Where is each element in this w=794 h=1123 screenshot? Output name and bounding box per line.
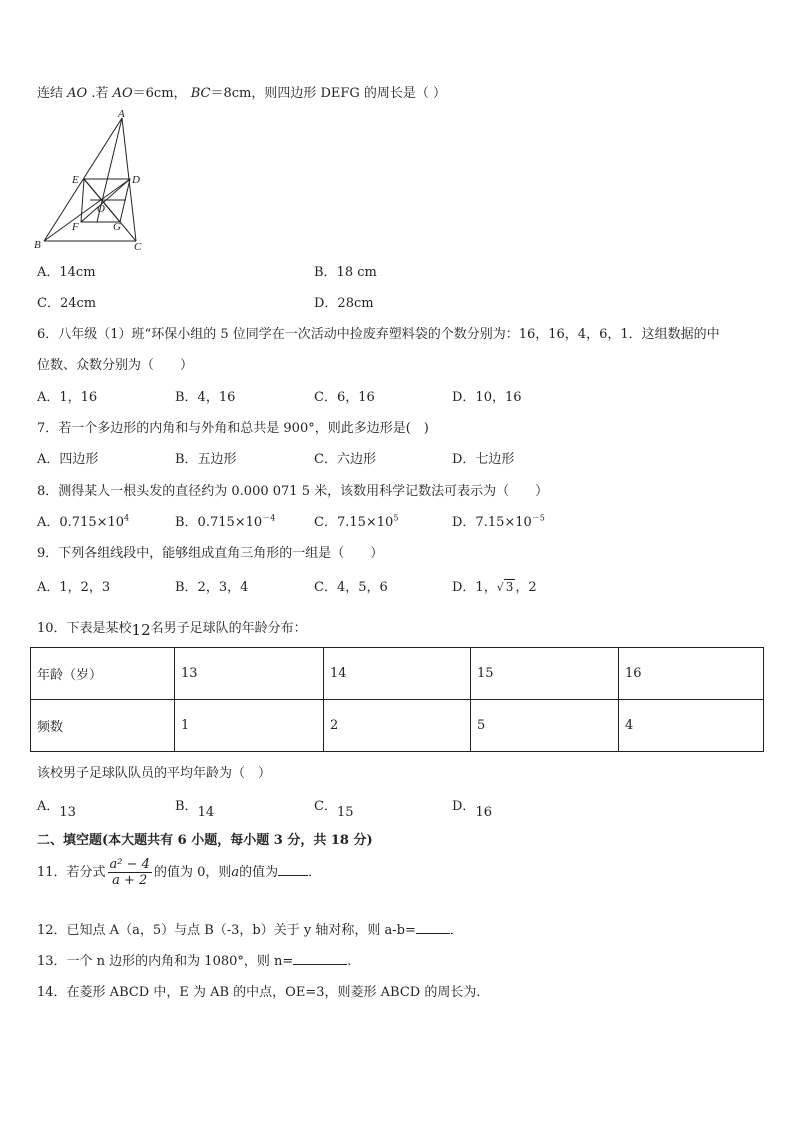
q10-option-a-value: 13	[59, 805, 76, 820]
q5-stem-pre: 连结	[37, 86, 64, 101]
q5-option-a: A．14cm	[37, 265, 96, 280]
q11-fraction	[108, 857, 152, 888]
q13-stem	[37, 950, 351, 969]
table-cell: 1	[175, 700, 324, 752]
q11-numerator: a² − 4	[109, 857, 150, 872]
q9-option-a: A．1，2，3	[37, 580, 111, 595]
q8-option-c-exp: 5	[393, 513, 399, 523]
q5-stem-mid2: ＝6cm，	[132, 86, 187, 101]
table-cell: 5	[471, 700, 619, 752]
q5-option-c: C．24cm	[37, 296, 97, 311]
q5-stem-mid1: .若	[87, 86, 113, 101]
q5-stem-end: ＝8cm，则四边形 DEFG 的周长是（ ）	[210, 86, 447, 101]
q10-stem-post: 名男子足球队的年龄分布：	[150, 621, 307, 636]
q8-option-c	[314, 511, 398, 530]
table-cell: 13	[175, 648, 324, 700]
q6-option-c: C．6，16	[314, 390, 375, 405]
q10-option-a	[37, 795, 76, 820]
q12-end: ．	[449, 923, 463, 938]
q10-stem	[37, 617, 307, 639]
label-f: F	[72, 221, 79, 233]
q6-option-d: D．10，16	[452, 390, 522, 405]
q14-stem: 14．在菱形 ABCD 中，E 为 AB 的中点，OE=3，则菱形 ABCD 的周长为．	[37, 985, 490, 1000]
label-d: D	[132, 174, 140, 186]
q7-option-b: B．五边形	[175, 452, 237, 467]
q13-answer-blank[interactable]	[293, 952, 347, 965]
label-c: C	[134, 241, 142, 250]
q8-stem: 8．测得某人一根头发的直径约为 0.000 071 5 米，该数用科学记数法可表示为（ ）	[37, 484, 549, 499]
q8-option-b	[175, 511, 275, 530]
q10-option-c-value: 15	[336, 805, 354, 820]
q11-denominator: a + 2	[112, 873, 148, 888]
q9-option-d-pre: D．1，	[452, 580, 497, 595]
q9-option-c: C．4，5，6	[314, 580, 388, 595]
label-e: E	[72, 174, 79, 186]
q6-option-a: A．1，16	[37, 390, 98, 405]
q9-option-d-post: ，2	[515, 580, 537, 595]
q9-stem: 9．下列各组线段中，能够组成直角三角形的一组是（ ）	[37, 546, 384, 561]
table-cell: 15	[471, 648, 619, 700]
q6-line1: 6．八年级（1）班“环保小组的 5 位同学在一次活动中捡废弃塑料袋的个数分别为：16，16，4，6，1．这组数据的中	[37, 327, 720, 342]
q13-end: .	[347, 954, 352, 969]
q7-option-d: D．七边形	[452, 452, 515, 467]
q10-stem-pre: 10．下表是某校	[37, 621, 132, 636]
q10-option-b-letter: B．	[175, 799, 198, 814]
q12-text: 12．已知点 A（a，5）与点 B（-3，b）关于 y 轴对称，则 a-b=	[37, 923, 416, 938]
q10-option-b	[175, 795, 215, 820]
q5-option-d: D．28cm	[314, 296, 374, 311]
q9-option-d: D．1，√ 3 ，2	[452, 580, 537, 595]
q7-option-c: C．六边形	[314, 452, 376, 467]
label-o: O	[97, 203, 105, 215]
table-cell: 频数	[31, 700, 175, 752]
q8-option-a-exp: 4	[124, 513, 130, 523]
table-row	[31, 648, 764, 700]
q9-option-b: B．2，3，4	[175, 580, 249, 595]
q7-stem: 7．若一个多边形的内角和与外角和总共是 900°，则此多边形是( )	[37, 421, 429, 436]
q11-var: a	[231, 865, 240, 880]
q10-stem-num: 12	[131, 621, 151, 639]
q5-stem	[37, 82, 446, 101]
age-distribution-table	[30, 647, 764, 752]
table-cell: 14	[324, 648, 471, 700]
q8-option-d-base: D．7.15×10	[452, 515, 532, 530]
q8-option-a-base: A．0.715×10	[37, 515, 125, 530]
q6-line2: 位数、众数分别为（ ）	[37, 358, 194, 373]
q12-stem	[37, 919, 463, 938]
q11-pre: 11．若分式	[37, 865, 106, 880]
q5-option-b: B．18 cm	[314, 265, 377, 280]
q11-end: ．	[308, 865, 322, 880]
q8-option-b-base: B．0.715×10	[175, 515, 263, 530]
q5-var-ao: AO	[67, 86, 88, 101]
table-cell: 年龄（岁）	[31, 648, 175, 700]
q5-var-ao2: AO	[112, 86, 133, 101]
q11-stem	[37, 857, 321, 888]
table-cell: 4	[619, 700, 764, 752]
q8-option-a	[37, 511, 129, 530]
q13-text: 13．一个 n 边形的内角和为 1080°，则 n=	[37, 954, 294, 969]
q8-option-d	[452, 511, 545, 530]
label-g: G	[113, 221, 121, 233]
q10-option-d	[452, 795, 492, 820]
q10-option-c	[314, 795, 354, 820]
q6-option-b: B．4，16	[175, 390, 236, 405]
q8-option-c-base: C．7.15×10	[314, 515, 394, 530]
q11-answer-blank[interactable]	[278, 863, 308, 876]
q5-var-bc: BC	[190, 86, 211, 101]
q7-option-a: A．四边形	[37, 452, 99, 467]
geometry-figure	[34, 108, 154, 250]
label-b: B	[34, 239, 41, 250]
q11-post: 的值为	[239, 865, 279, 880]
q11-mid: 的值为 0，则	[153, 865, 232, 880]
q9-option-d-root: 3	[505, 580, 514, 594]
label-a: A	[118, 108, 125, 120]
q12-answer-blank[interactable]	[416, 921, 450, 934]
q10-option-c-letter: C．	[314, 799, 337, 814]
q10-option-d-letter: D．	[452, 799, 476, 814]
q10-option-b-value: 14	[197, 805, 215, 820]
q10-question: 该校男子足球队队员的平均年龄为（ ）	[37, 766, 272, 781]
q10-option-a-letter: A．	[37, 799, 60, 814]
table-cell: 16	[619, 648, 764, 700]
q8-option-b-exp: －4	[262, 513, 276, 523]
q8-option-d-exp: －5	[531, 513, 545, 523]
section-fill-in-heading: 二、填空题(本大题共有 6 小题，每小题 3 分，共 18 分)	[37, 833, 373, 848]
table-cell: 2	[324, 700, 471, 752]
table-row	[31, 700, 764, 752]
q10-option-d-value: 16	[475, 805, 492, 820]
